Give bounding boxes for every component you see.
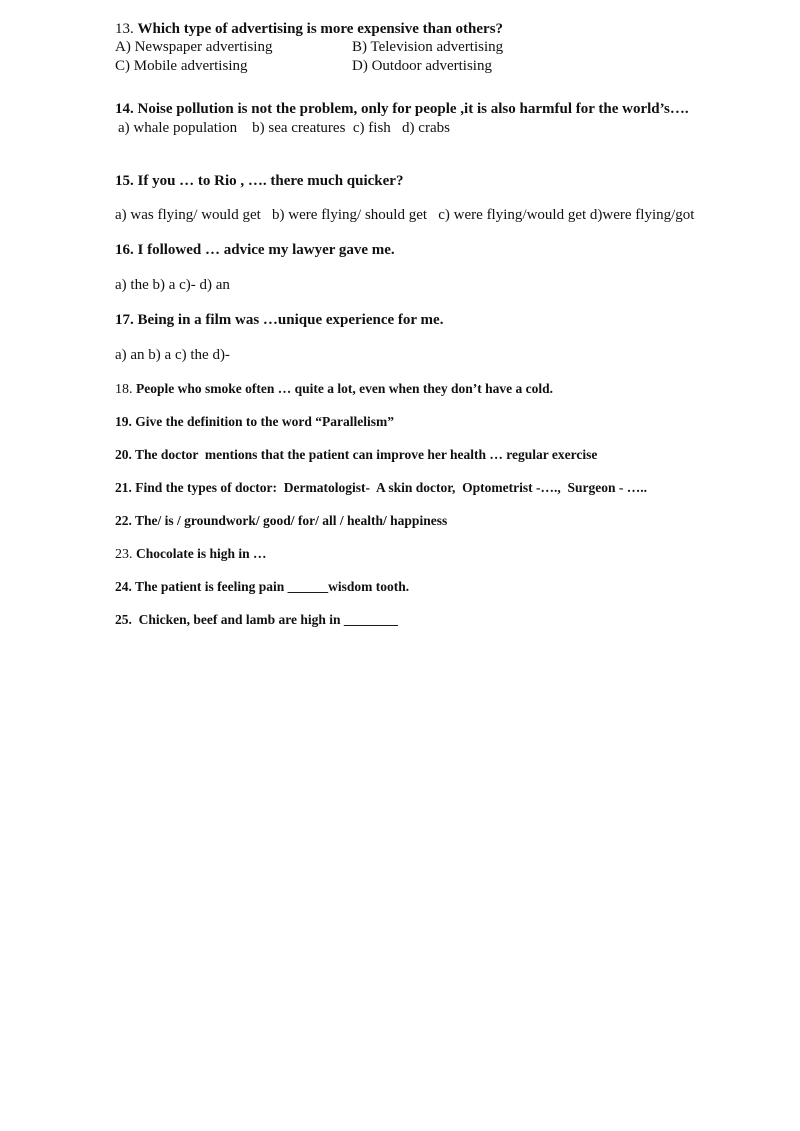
question-13-number: 13. (115, 21, 134, 37)
question-25-text: 25. Chicken, beef and lamb are high in ________ (115, 612, 398, 627)
question-24-text: 24. The patient is feeling pain ______wisdom tooth. (115, 579, 410, 594)
question-18 (115, 380, 553, 399)
question-13 (115, 20, 503, 38)
question-13-text: Which type of advertising is more expensive than others? (137, 21, 504, 37)
question-13-option-a: A) Newspaper advertising (115, 39, 273, 55)
question-16-options: a) the b) a c)- d) an (115, 277, 230, 293)
question-16-text: 16. I followed … advice my lawyer gave me. (115, 242, 395, 258)
question-22-text: 22. The/ is / groundwork/ good/ for/ all / health/ happiness (115, 513, 448, 528)
question-20-text: 20. The doctor mentions that the patient can improve her health … regular exercise (115, 447, 598, 462)
question-13-option-d: D) Outdoor advertising (352, 58, 492, 74)
question-14-options: a) whale population b) sea creatures c) fish d) crabs (118, 120, 450, 136)
question-21-text: 21. Find the types of doctor: Dermatologist- A skin doctor, Optometrist -…., Surgeon - ….. (115, 480, 647, 495)
question-17-text: 17. Being in a film was …unique experience for me. (115, 312, 444, 328)
question-19-text: 19. Give the definition to the word “Parallelism” (115, 414, 394, 429)
question-13-option-b: B) Television advertising (352, 39, 504, 55)
question-15-options: a) was flying/ would get b) were flying/ should get c) were flying/would get d)were flying/got (115, 207, 695, 223)
question-23 (115, 545, 267, 564)
question-13-option-c: C) Mobile advertising (115, 58, 248, 74)
question-15-text: 15. If you … to Rio , …. there much quicker? (115, 173, 404, 189)
question-18-number: 18. (115, 382, 133, 397)
question-23-text: Chocolate is high in … (136, 546, 267, 561)
question-17-options: a) an b) a c) the d)- (115, 347, 230, 363)
question-23-number: 23. (115, 547, 133, 562)
question-18-text: People who smoke often … quite a lot, even when they don’t have a cold. (136, 381, 553, 396)
question-14-text: 14. Noise pollution is not the problem, only for people ,it is also harmful for the world’s…. (115, 101, 689, 117)
